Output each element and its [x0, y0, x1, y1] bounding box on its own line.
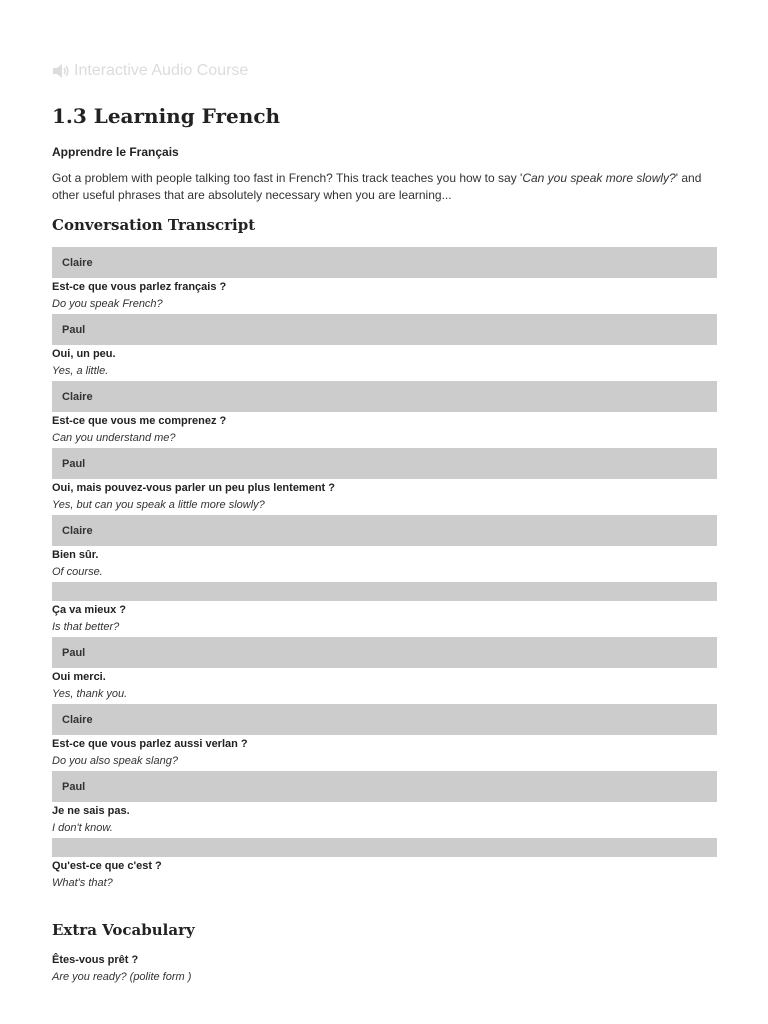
speaker-name: Claire [62, 713, 93, 726]
transcript-turn [52, 448, 717, 514]
speaker-bar [52, 582, 717, 601]
speaker-bar [52, 637, 717, 668]
english-translation: Yes, thank you. [52, 688, 128, 700]
transcript-turn [52, 637, 717, 703]
transcript-turn [52, 704, 717, 770]
speaker-bar [52, 381, 717, 412]
french-line: Est-ce que vous parlez aussi verlan ? [52, 738, 248, 750]
transcript-turn [52, 381, 717, 447]
course-title: Interactive Audio Course [74, 62, 249, 79]
intro-text-start: Got a problem with people talking too fast in French? This track teaches you how to say ' [52, 171, 523, 185]
english-translation: Do you also speak slang? [52, 755, 178, 767]
speaker-name: Claire [62, 390, 93, 403]
french-line: Bien sûr. [52, 549, 99, 561]
speaker-bar [52, 771, 717, 802]
vocabulary-french: Êtes-vous prêt ? [52, 954, 139, 966]
english-translation: Can you understand me? [52, 432, 176, 444]
lesson-subtitle: Apprendre le Français [52, 145, 179, 159]
french-line: Je ne sais pas. [52, 805, 130, 817]
conversation-transcript [52, 247, 717, 893]
transcript-turn [52, 771, 717, 837]
french-line: Est-ce que vous parlez français ? [52, 281, 227, 293]
transcript-turn [52, 314, 717, 380]
english-translation: I don't know. [52, 822, 113, 834]
transcript-heading: Conversation Transcript [52, 216, 256, 234]
french-line: Oui, un peu. [52, 348, 116, 360]
speaker-bar [52, 838, 717, 857]
course-header [52, 62, 248, 80]
english-translation: Of course. [52, 566, 103, 578]
speaker-icon [52, 63, 70, 79]
english-translation: Yes, a little. [52, 365, 109, 377]
english-translation: Do you speak French? [52, 298, 163, 310]
french-line: Est-ce que vous me comprenez ? [52, 415, 227, 427]
intro-text-end: ' and other useful phrases that are absolutely necessary when you are learning... [52, 171, 702, 202]
vocabulary-heading: Extra Vocabulary [52, 921, 195, 939]
french-line: Ça va mieux ? [52, 604, 126, 616]
english-translation: What's that? [52, 877, 113, 889]
vocabulary-english: Are you ready? (polite form ) [52, 971, 192, 983]
lesson-intro [52, 170, 702, 204]
speaker-name: Paul [62, 457, 86, 470]
french-line: Oui merci. [52, 671, 106, 683]
lesson-title: 1.3 Learning French [52, 104, 281, 128]
vocabulary-item [52, 952, 717, 986]
transcript-turn [52, 515, 717, 581]
vocabulary-list [52, 952, 717, 986]
transcript-turn [52, 582, 717, 636]
speaker-name: Paul [62, 780, 86, 793]
speaker-name: Paul [62, 646, 86, 659]
transcript-turn [52, 838, 717, 892]
english-translation: Is that better? [52, 621, 120, 633]
speaker-bar [52, 704, 717, 735]
french-line: Qu'est-ce que c'est ? [52, 860, 162, 872]
speaker-name: Claire [62, 524, 93, 537]
speaker-name: Claire [62, 256, 93, 269]
speaker-bar [52, 247, 717, 278]
speaker-bar [52, 515, 717, 546]
intro-emphasis: Can you speak more slowly? [522, 171, 676, 185]
transcript-turn [52, 247, 717, 313]
speaker-bar [52, 448, 717, 479]
english-translation: Yes, but can you speak a little more slowly? [52, 499, 265, 511]
french-line: Oui, mais pouvez-vous parler un peu plus lentement ? [52, 482, 335, 494]
speaker-bar [52, 314, 717, 345]
speaker-name: Paul [62, 323, 86, 336]
